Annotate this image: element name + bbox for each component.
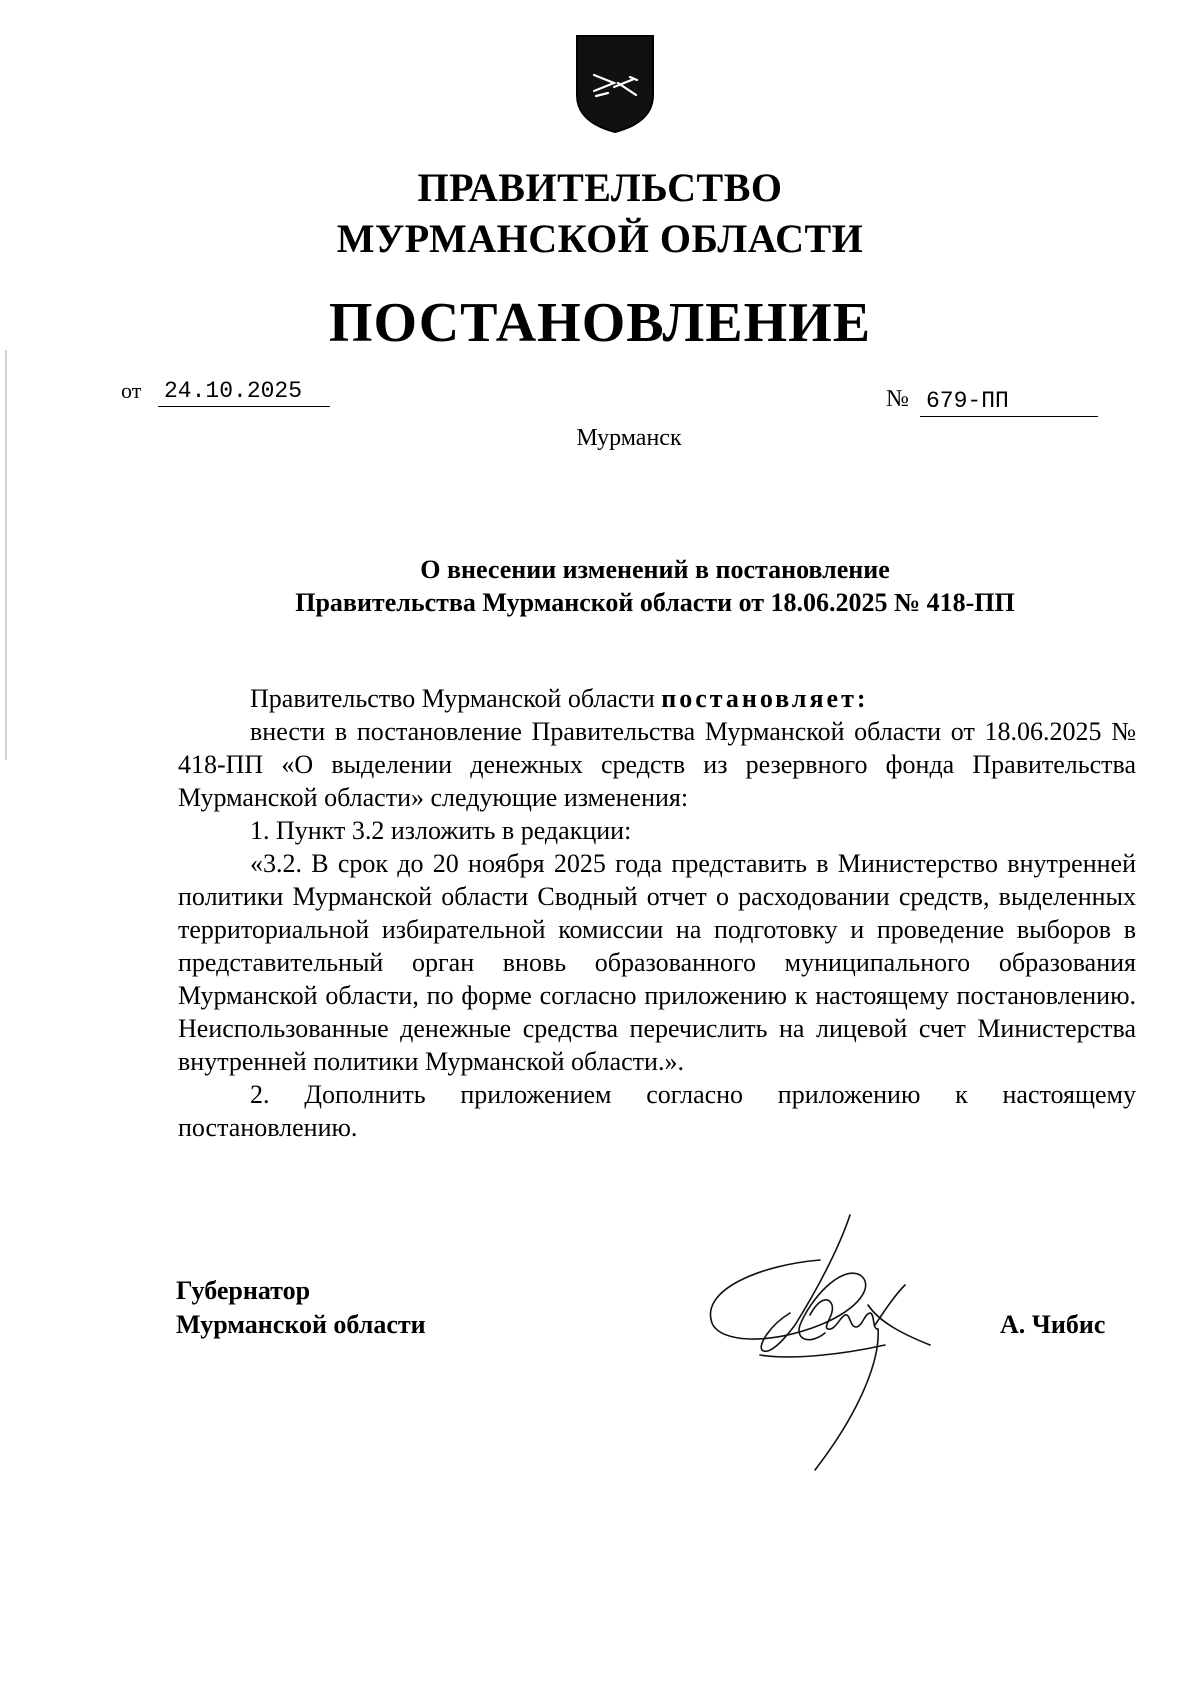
city: Мурманск	[576, 425, 682, 451]
signatory-title-line-2: Мурманской области	[176, 1310, 426, 1339]
document-subject	[175, 553, 1135, 619]
document-type: ПОСТАНОВЛЕНИЕ	[328, 292, 872, 354]
crest-icon	[574, 33, 656, 133]
intro-text: Правительство Мурманской области	[250, 684, 662, 713]
paragraph-4: 2. Дополнить приложением согласно приложению к настоящему постановлению.	[178, 1080, 1136, 1142]
document-date: 24.10.2025	[158, 376, 330, 407]
scan-margin-line	[5, 350, 7, 760]
signature-icon	[700, 1205, 970, 1480]
intro-paragraph	[178, 682, 1136, 715]
date-prefix: от	[121, 378, 142, 403]
signatory-title-line-1: Губернатор	[176, 1276, 311, 1305]
intro-verb: постановляет:	[661, 684, 869, 713]
paragraph-2: 1. Пункт 3.2 изложить в редакции:	[250, 816, 632, 845]
document-body	[178, 682, 1136, 1144]
document-number: 679-ПП	[920, 386, 1098, 417]
subject-line-1: О внесении изменений в постановление	[420, 555, 890, 584]
number-prefix: №	[886, 386, 909, 412]
organization-name	[0, 162, 1200, 264]
paragraph-3: «3.2. В срок до 20 ноября 2025 года представить в Министерство внутренней политики Мурманской области Сводный отчет о расходовании средств, выделенных территориальной избирательной комиссии на подготовку и проведение выборов в представительный орган вновь образованного муниципального образования Мурманской области, по форме согласно приложению к настоящему постановлению. Неиспользованные денежные средства перечислить на лицевой счет Министерства внутренней политики Мурманской области.».	[178, 849, 1136, 1076]
paragraph-1: внести в постановление Правительства Мурманской области от 18.06.2025 № 418-ПП «О выделении денежных средств из резервного фонда Правительства Мурманской области» следующие изменения:	[178, 717, 1136, 812]
subject-line-2: Правительства Мурманской области от 18.06.2025 № 418-ПП	[295, 588, 1015, 617]
signatory-name: А. Чибис	[1000, 1310, 1106, 1339]
signatory-title	[176, 1274, 426, 1342]
org-line-1: ПРАВИТЕЛЬСТВО	[417, 165, 783, 210]
org-line-2: МУРМАНСКОЙ ОБЛАСТИ	[336, 216, 864, 261]
